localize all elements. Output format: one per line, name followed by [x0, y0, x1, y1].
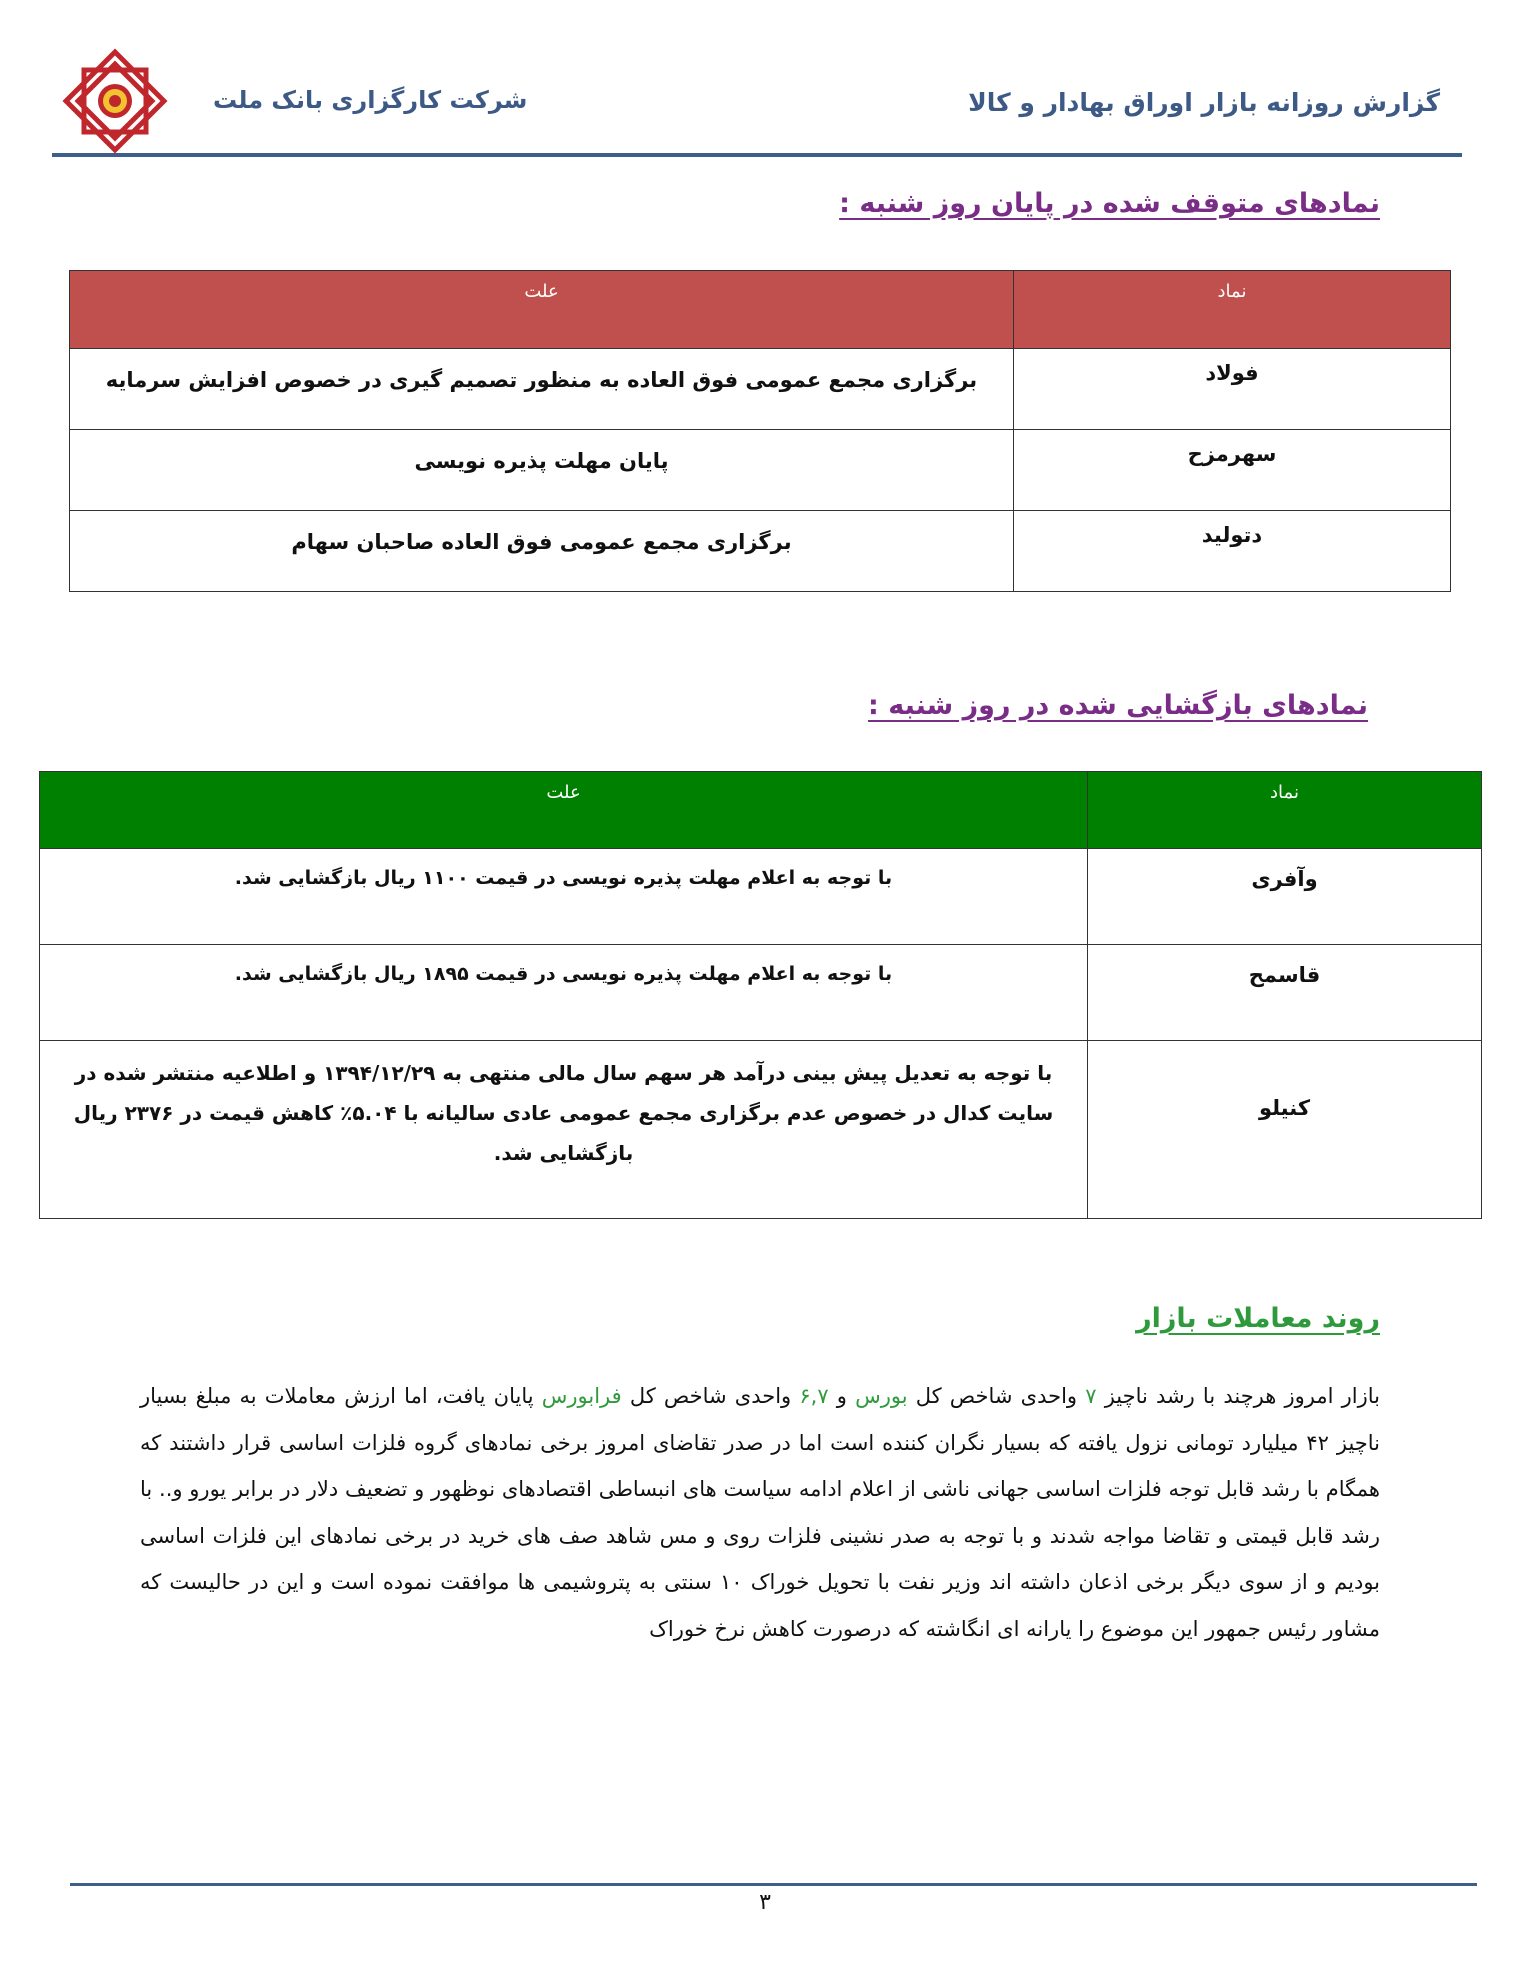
reason-cell: با توجه به اعلام مهلت پذیره نویسی در قیمت ۱۱۰۰ ریال بازگشایی شد. [40, 849, 1088, 945]
paragraph-text: بازار امروز هرچند با رشد ناچیز [1096, 1384, 1380, 1408]
company-name: شرکت کارگزاری بانک ملت [213, 86, 528, 114]
reopened-section-title: نمادهای بازگشایی شده در روز شنبه : [868, 690, 1368, 721]
symbol-cell: دتولید [1014, 511, 1451, 592]
symbol-cell: سهرمزح [1014, 430, 1451, 511]
reason-cell: پایان مهلت پذیره نویسی [70, 430, 1014, 511]
paragraph-text: واحدی شاخص کل [907, 1384, 1086, 1408]
paragraph-text: پایان یافت، اما ارزش معاملات به مبلغ بسیار ناچیز ۴۲ میلیارد تومانی نزول یافته که بسیار نگران کننده است اما در صدر تقاضای امروز برخی نمادهای گروه فلزات اساسی قرار داشتند که همگام با رشد قابل توجه فلزات اساسی جهانی ناشی از اعلام ادامه سیاست های انبساطی اقتصادهای نوظهور و تضعیف دلار در برابر یورو و.. با رشد قابل قیمتی و تقاضا مواجه شدند و با توجه به صدر نشینی فلزات روی و مس شاهد صف های خرید در برخی نمادهای این فلزات اساسی بودیم و از سوی دیگر برخی اذعان داشته اند وزیر نفت با تحویل خوراک ۱۰ سنتی به پتروشیمی ها موافقت نموده است و این در حالیست که مشاور رئیس جمهور این موضوع را یارانه ای انگاشته که درصورت کاهش نرخ خوراک [140, 1384, 1381, 1641]
farabourse-word: فرابورس [541, 1384, 622, 1408]
col-symbol-header: نماد [1014, 271, 1451, 349]
reopened-table-header [40, 772, 1482, 849]
symbol-cell: فولاد [1014, 349, 1451, 430]
table-row [70, 430, 1451, 511]
reopened-table [39, 771, 1482, 1219]
table-row [70, 349, 1451, 430]
reason-cell: با توجه به تعدیل پیش بینی درآمد هر سهم سال مالی منتهی به ۱۳۹۴/۱۲/۲۹ و اطلاعیه منتشر شده در سایت کدال در خصوص عدم برگزاری مجمع عمومی عادی سالیانه با ۵.۰۴٪ کاهش قیمت در ۲۳۷۶ ریال بازگشایی شد. [40, 1041, 1088, 1219]
paragraph-text: و [828, 1384, 856, 1408]
market-section-title: روند معاملات بازار [1136, 1303, 1380, 1334]
halted-section-title: نمادهای متوقف شده در پایان روز شنبه : [839, 188, 1380, 219]
header-divider [52, 153, 1462, 157]
reason-cell: برگزاری مجمع عمومی فوق العاده به منظور تصمیم گیری در خصوص افزایش سرمایه [70, 349, 1014, 430]
market-paragraph [140, 1373, 1380, 1652]
bank-mellat-logo [62, 48, 168, 154]
symbol-cell: وآفری [1088, 849, 1482, 945]
reason-cell: برگزاری مجمع عمومی فوق العاده صاحبان سهام [70, 511, 1014, 592]
bourse-word: بورس [855, 1384, 908, 1408]
reason-cell: با توجه به اعلام مهلت پذیره نویسی در قیمت ۱۸۹۵ ریال بازگشایی شد. [40, 945, 1088, 1041]
paragraph-text: واحدی شاخص کل [621, 1384, 800, 1408]
page-number: ۳ [759, 1890, 771, 1915]
table-row [40, 849, 1482, 945]
table-row [70, 511, 1451, 592]
halted-table-header [70, 271, 1451, 349]
report-title: گزارش روزانه بازار اوراق بهادار و کالا [968, 88, 1440, 117]
col-symbol-header: نماد [1088, 772, 1482, 849]
bourse-change-value: ۷ [1085, 1384, 1097, 1408]
col-reason-header: علت [40, 772, 1088, 849]
symbol-cell: کنیلو [1088, 1041, 1482, 1219]
halted-table [69, 270, 1451, 592]
table-row [40, 1041, 1482, 1219]
table-row [40, 945, 1482, 1041]
col-reason-header: علت [70, 271, 1014, 349]
farabourse-change-value: ۶,۷ [799, 1384, 829, 1408]
symbol-cell: قاسمح [1088, 945, 1482, 1041]
footer-divider [70, 1883, 1477, 1886]
